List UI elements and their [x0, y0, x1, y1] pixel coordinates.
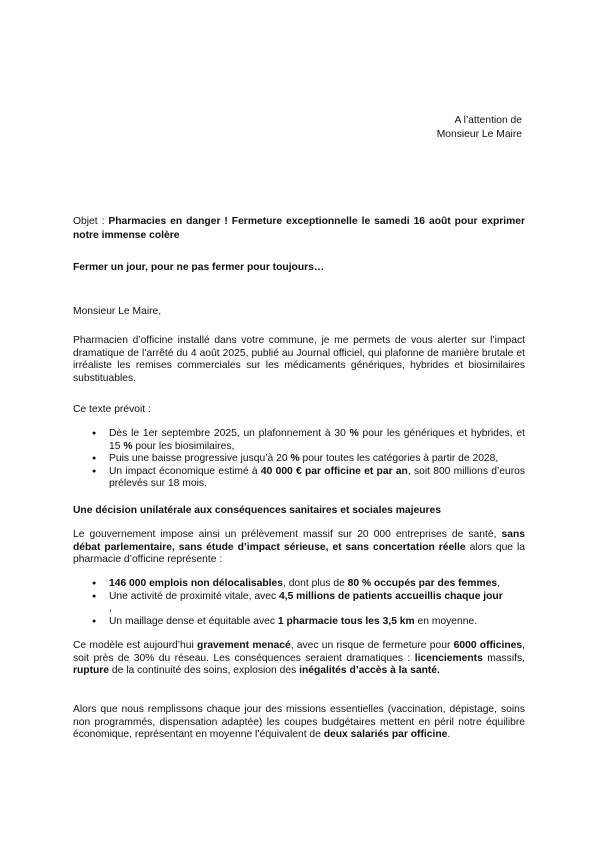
measures-list	[91, 428, 525, 491]
slogan	[73, 262, 525, 275]
subject-line	[73, 215, 525, 242]
recipient-line: A l’attention de	[454, 115, 522, 126]
section-heading: Une décision unilatérale aux conséquences sanitaires et sociales majeures	[73, 505, 441, 516]
recipient-name: Monsieur Le Maire	[436, 129, 522, 140]
salutation: Monsieur Le Maire,	[73, 306, 162, 317]
list-item: ● Puis une baisse progressive jusqu’à 20 % pour toutes les catégories à partir de 2028,	[91, 453, 525, 466]
government-paragraph: Le gouvernement impose ainsi un prélèvement massif sur 20 000 entreprises de santé, sans débat parlementaire, sans étude d’impact sérieuse, et sans concertation réelle alors que la pharmacie d’officine représente :	[73, 529, 525, 566]
list-item: ● Une activité de proximité vitale, avec 4,5 millions de patients accueillis chaque jour ,	[91, 591, 525, 616]
subject-text: Pharmacies en danger ! Fermeture exceptionnelle le samedi 16 août pour exprimer notre immense colère	[73, 216, 525, 241]
slogan-text: Fermer un jour, pour ne pas fermer pour toujours…	[73, 262, 325, 273]
intro-paragraph: Pharmacien d’officine installé dans votre commune, je me permets de vous alerter sur l’impact dramatique de l’arrêté du 4 août 2025, publié au Journal officiel, qui plafonne de manière brutale et irréaliste les remises commerciales sur les médicaments génériques, hybrides et biosimilaires substituables.	[73, 335, 525, 384]
list-item: ● Dès le 1er septembre 2025, un plafonnement à 30 % pour les génériques et hybrides, et 15 % pour les biosimilaires,	[91, 428, 525, 453]
missions-paragraph: Alors que nous remplissons chaque jour des missions essentielles (vaccination, dépistage, soins non programmés, dispensation adaptée) les coupes budgétaires mettent en péril notre équilibre économique, représentant en moyenne l’équivalent de deux salariés par officine.	[73, 704, 525, 741]
recipient-block	[437, 115, 522, 143]
list-item: ● Un maillage dense et équitable avec 1 pharmacie tous les 3,5 km en moyenne.	[91, 616, 525, 629]
list-item: ● 146 000 emplois non délocalisables, dont plus de 80 % occupés par des femmes,	[91, 578, 525, 591]
model-paragraph: Ce modèle est aujourd’hui gravement menacé, avec un risque de fermeture pour 6000 officines, soit près de 30% du réseau. Les conséquences seraient dramatiques : licenciements massifs, rupture de la continuité des soins, explosion des inégalités d’accès à la santé.	[73, 640, 526, 677]
subject-label: Objet :	[73, 216, 109, 227]
text-intro: Ce texte prévoit :	[73, 404, 151, 415]
list-item: ● Un impact économique estimé à 40 000 € par officine et par an, soit 800 millions d’euros prélevés sur 18 mois.	[91, 466, 525, 491]
facts-list	[91, 578, 525, 628]
